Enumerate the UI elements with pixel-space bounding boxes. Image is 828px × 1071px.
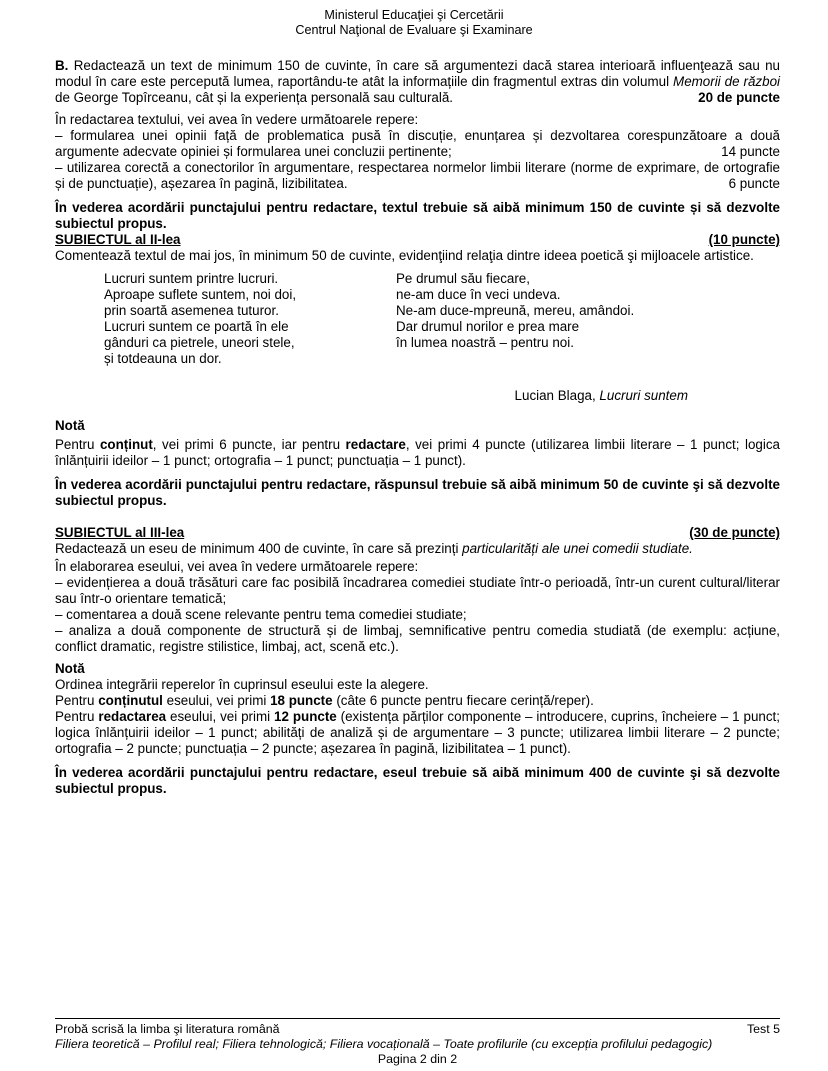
- poem-title: Lucruri suntem: [599, 388, 688, 403]
- subject2-nota-title: Notă: [55, 418, 85, 433]
- footer-page-number: Pagina 2 din 2: [377, 1052, 458, 1066]
- poem: [55, 271, 780, 367]
- poem-stanza-1: [104, 271, 396, 367]
- poem-stanza-2: [396, 271, 696, 367]
- subject2-bold-note: În vederea acordării punctajului pentru redactare, răspunsul trebuie să aibă minimum 50 de cuvinte şi să dezvolte subiectul propus.: [55, 477, 780, 508]
- footer-profiles: Filiera teoretică – Profilul real; Filiera tehnologică; Filiera vocațională – Toate profilurile (cu excepția profilului pedagogic): [55, 1037, 713, 1051]
- subject3-heading: [55, 525, 780, 541]
- poem-line: Pe drumul său fiecare,: [396, 271, 530, 286]
- partB-item2-points: 6 puncte: [728, 176, 780, 191]
- partB-label: B.: [55, 58, 69, 73]
- subject3-item1: – evidențierea a două trăsături care fac posibilă încadrarea comediei studiate într-o perioadă, într-un curent cultural/literar sau într-o orientare tematică;: [55, 575, 780, 606]
- subject2-heading: [55, 232, 780, 248]
- poem-line: ne-am duce în veci undeva.: [396, 287, 561, 302]
- poem-author: Lucian Blaga,: [514, 388, 600, 403]
- poem-line: și totdeauna un dor.: [104, 351, 222, 366]
- header-center: Centrul Naţional de Evaluare şi Examinare: [295, 23, 533, 37]
- subject3-title: SUBIECTUL al III-lea: [55, 525, 185, 540]
- header-ministry: Ministerul Educaţiei şi Cercetării: [324, 8, 504, 22]
- partB-item1-points: 14 puncte: [721, 144, 780, 159]
- footer-exam-name: Probă scrisă la limba şi literatura română: [55, 1022, 280, 1036]
- subject3-instruction: Redactează un eseu de minimum 400 de cuvinte, în care să prezinți particularități ale unei comedii studiate.: [55, 541, 693, 556]
- subject2-instruction: Comentează textul de mai jos, în minimum 50 de cuvinte, evidenţiind relaţia dintre ideea poetică şi mijloacele artistice.: [55, 248, 754, 263]
- subject3-nota-line3: Pentru redactarea eseului, vei primi 12 puncte (existența părților componente – introducere, cuprins, încheiere – 1 punct; logica înlănțuirii ideilor – 1 punct; abilități de analiză și de argumentare – 3 puncte; utilizarea limbii literare – 2 puncte; ortografia – 2 puncte; punctuația – 2 puncte; așezarea în pagină, lizibilitatea – 1 punct).: [55, 709, 780, 756]
- subject3-bold-note: În vederea acordării punctajului pentru redactare, eseul trebuie să aibă minimum 400 de cuvinte şi să dezvolte subiectul propus.: [55, 765, 780, 796]
- partB-instruction: B. Redactează un text de minimum 150 de cuvinte, în care să argumentezi dacă starea interioară influenţează sau nu modul în care este percepută lumea, raportându-te atât la informațiile din fragmentul extras din volumul Memorii de război de George Topîrceanu, cât și la experiența personală sau culturală. 20 de puncte: [55, 58, 780, 105]
- poem-line: Lucruri suntem ce poartă în ele: [104, 319, 289, 334]
- subject2-title: SUBIECTUL al II-lea: [55, 232, 181, 247]
- subject3-repere-intro: În elaborarea eseului, vei avea în vedere următoarele repere:: [55, 559, 419, 574]
- subject2-points: (10 puncte): [708, 232, 780, 247]
- poem-line: prin soartă asemenea tuturor.: [104, 303, 279, 318]
- subject3-points: (30 de puncte): [689, 525, 780, 540]
- subject3-nota-line2: Pentru conținutul eseului, vei primi 18 puncte (câte 6 puncte pentru fiecare cerință/reper).: [55, 693, 594, 708]
- subject3-nota-title: Notă: [55, 661, 85, 676]
- poem-attribution: [55, 388, 688, 404]
- partB-repere-intro: În redactarea textului, vei avea în vedere următoarele repere:: [55, 112, 419, 127]
- subject3-nota-line1: Ordinea integrării reperelor în cuprinsul eseului este la alegere.: [55, 677, 429, 692]
- footer-divider: [55, 1018, 780, 1019]
- subject3-item2: – comentarea a două scene relevante pentru tema comediei studiate;: [55, 607, 467, 622]
- poem-line: Ne-am duce-mpreună, mereu, amândoi.: [396, 303, 635, 318]
- poem-line: Dar drumul norilor e prea mare: [396, 319, 580, 334]
- partB-item2: – utilizarea corectă a conectorilor în argumentare, respectarea normelor limbii literare (norme de exprimare, de ortografie și de punctuație), așezarea în pagină, lizibilitatea. 6 puncte: [55, 160, 780, 191]
- subject2-nota: Pentru conținut, vei primi 6 puncte, iar pentru redactare, vei primi 4 puncte (utilizarea limbii literare – 1 punct; logica înlănțuirii ideilor – 1 punct; ortografia – 1 punct; punctuația – 1 punct).: [55, 437, 780, 468]
- footer-test-number: Test 5: [746, 1022, 780, 1036]
- page-content: [55, 58, 780, 797]
- subject3-item3: – analiza a două componente de structură și de limbaj, semnificative pentru comedia studiată (de exemplu: acțiune, conflict dramatic, registre stilistice, limbaj, act, scenă etc.).: [55, 623, 780, 654]
- poem-line: Aproape suflete suntem, noi doi,: [104, 287, 297, 302]
- partB-item1: – formularea unei opinii față de problematica pusă în discuție, enunțarea și dezvoltarea corespunzătoare a două argumente adecvate opiniei și formularea unei concluzii pertinente; 14 puncte: [55, 128, 780, 159]
- footer-row1: [55, 1022, 780, 1037]
- book-title: Memorii de război: [673, 74, 780, 89]
- poem-line: Lucruri suntem printre lucruri.: [104, 271, 279, 286]
- poem-line: gânduri ca pietrele, uneori stele,: [104, 335, 295, 350]
- partB-bold-note: În vederea acordării punctajului pentru redactare, textul trebuie să aibă minimum 150 de cuvinte și să dezvolte subiectul propus.: [55, 200, 780, 231]
- poem-line: în lumea noastră – pentru noi.: [396, 335, 574, 350]
- partB-points: 20 de puncte: [698, 90, 780, 105]
